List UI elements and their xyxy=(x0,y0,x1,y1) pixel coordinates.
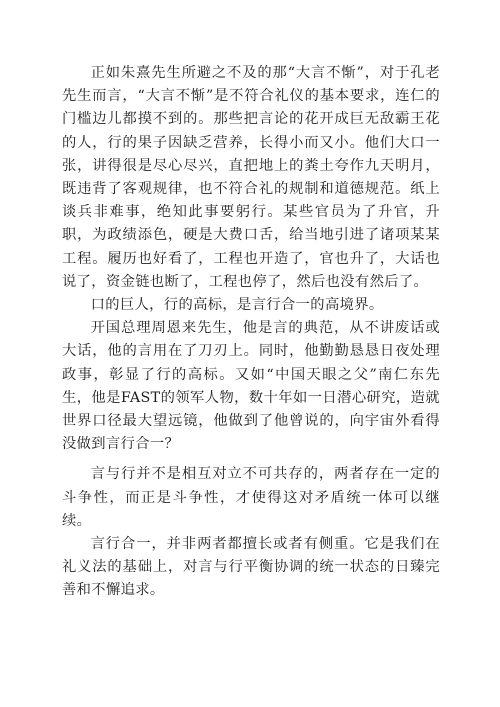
paragraph-gap xyxy=(62,456,440,463)
paragraph-3: 开国总理周恩来先生，他是言的典范，从不讲废话或大话，他的言用在了刀刃上。同时，他勤勤恳恳日夜处理政事，彰显了行的高标。又如“中国天眼之父”南仁东先生，他是FAST的领军人物，数十年如一日潜心研究，造就世界口径最大望远镜，他做到了他曾说的，向宇宙外看得没做到言行合一？ xyxy=(62,320,440,453)
paragraph-5: 言行合一，并非两者都擅长或者有侧重。它是我们在礼义法的基础上，对言与行平衡协调的统一状态的日臻完善和不懈追求。 xyxy=(62,536,440,599)
paragraph-4: 言与行并不是相互对立不可共存的，两者存在一定的斗争性，而正是斗争性，才使得这对矛盾统一体可以继续。 xyxy=(62,466,440,529)
document-page xyxy=(62,62,440,603)
paragraph-2: 口的巨人，行的高标，是言行合一的高境界。 xyxy=(90,297,384,314)
paragraph-1: 正如朱熹先生所避之不及的那“大言不惭”，对于孔老先生而言，“大言不惭”是不符合礼仪的基本要求，连仁的门槛边儿都摸不到的。那些把言论的花开成巨无敌霸王花的人，行的果子因缺乏营养，长得小而又小。他们大口一张，讲得很是尽心尽兴，直把地上的粪土夸作九天明月，既违背了客观规律，也不符合礼的规制和道德规范。纸上谈兵非难事，绝知此事要躬行。某些官员为了升官，升职，为政绩添色，硬是大费口舌，给当地引进了诸项某某工程。履历也好看了，工程也开造了，官也升了，大话也说了，资金链也断了，工程也停了，然后也没有然后了。 xyxy=(62,65,440,290)
